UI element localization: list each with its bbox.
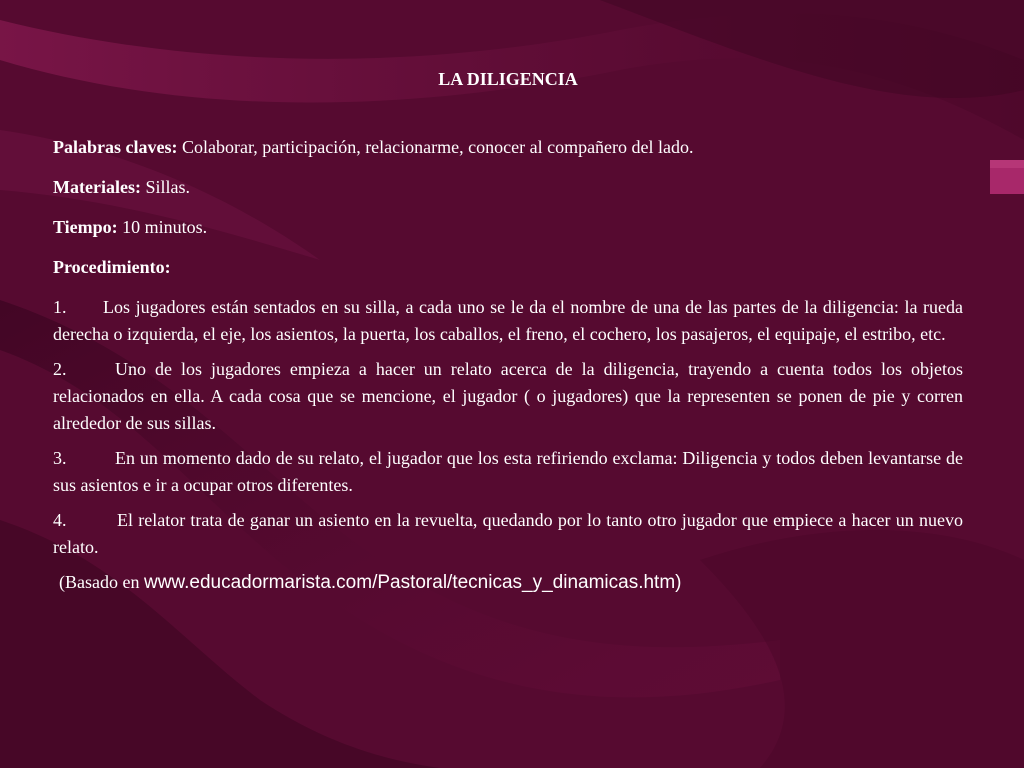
step-number: 3.	[53, 448, 67, 468]
procedure-step	[53, 356, 963, 437]
materials-value: Sillas.	[145, 177, 190, 197]
materials-label: Materiales:	[53, 177, 141, 197]
slide-content	[53, 64, 963, 596]
step-number: 4.	[53, 510, 67, 530]
procedure-label: Procedimiento:	[53, 257, 171, 277]
time-line	[53, 214, 963, 241]
keywords-line	[53, 134, 963, 161]
time-label: Tiempo:	[53, 217, 118, 237]
source-url[interactable]: www.educadormarista.com/Pastoral/tecnicas_y_dinamicas.htm)	[143, 572, 682, 593]
step-text: En un momento dado de su relato, el jugador que los esta refiriendo exclama: Diligencia y todos deben levantarse de sus asientos e ir a ocupar otros diferentes.	[53, 448, 963, 495]
materials-line	[53, 174, 963, 201]
keywords-label: Palabras claves:	[53, 137, 178, 157]
step-text: El relator trata de ganar un asiento en la revuelta, quedando por lo tanto otro jugador que empiece a hacer un nuevo relato.	[53, 510, 963, 557]
source-prefix: (Basado en	[59, 572, 144, 592]
source-citation	[53, 569, 963, 596]
page-title: LA DILIGENCIA	[438, 69, 578, 89]
step-number: 1.	[53, 297, 67, 317]
time-value: 10 minutos.	[122, 217, 208, 237]
step-text: Los jugadores están sentados en su silla, a cada uno se le da el nombre de una de las partes de la diligencia: la rueda derecha o izquierda, el eje, los asientos, la puerta, los caballos, el freno, el cochero, los pasajeros, el equipaje, el estribo, etc.	[53, 297, 963, 344]
procedure-line	[53, 254, 963, 281]
procedure-step	[53, 507, 963, 561]
step-number: 2.	[53, 359, 67, 379]
step-text: Uno de los jugadores empieza a hacer un relato acerca de la diligencia, trayendo a cuenta todos los objetos relacionados en ella. A cada cosa que se mencione, el jugador ( o jugadores) que la representen se ponen de pie y corren alrededor de sus sillas.	[53, 359, 963, 433]
keywords-value: Colaborar, participación, relacionarme, conocer al compañero del lado.	[181, 137, 694, 157]
procedure-step	[53, 294, 963, 348]
procedure-step	[53, 445, 963, 499]
